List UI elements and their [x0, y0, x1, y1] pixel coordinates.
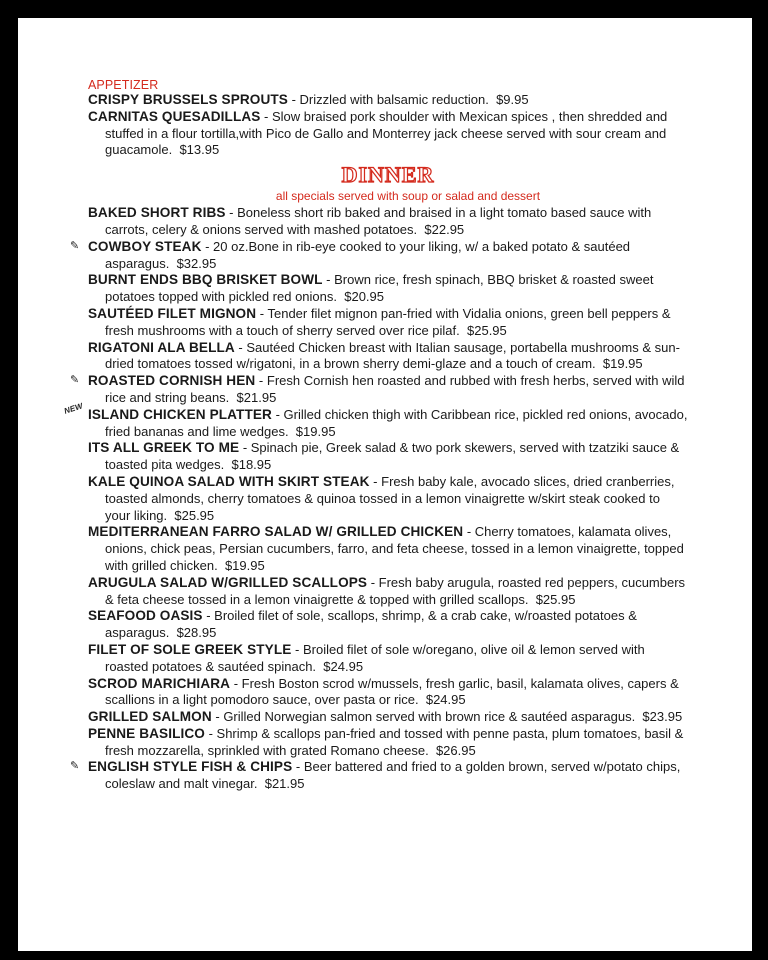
menu-item-description: Fresh Cornish hen roasted and rubbed with fresh herbs, served with wild rice and string beans.	[105, 373, 685, 405]
menu-item-price: $22.95	[424, 221, 465, 237]
menu-item: SAUTÉED FILET MIGNON - Tender filet mignon pan-fried with Vidalia onions, green bell peppers & fresh mushrooms with a touch of sherry served over rice pilaf. $25.95	[88, 305, 671, 338]
menu-item-price: $26.95	[435, 742, 476, 758]
menu-item: GRILLED SALMON - Grilled Norwegian salmon served with brown rice & sautéed asparagus. $23.95	[88, 709, 683, 725]
menu-item-name: COWBOY STEAK	[88, 238, 202, 254]
menu-item-price: $25.95	[535, 591, 576, 607]
menu-item-price: $19.95	[602, 356, 643, 372]
menu-item-description: Drizzled with balsamic reduction.	[299, 92, 489, 107]
menu-item-name: ROASTED CORNISH HEN	[88, 373, 256, 389]
menu-item: ✎ COWBOY STEAK - 20 oz.Bone in rib-eye cooked to your liking, w/ a baked potato & sautéed asparagus. $32.95	[70, 238, 631, 271]
menu-item-description: Beer battered and fried to a golden brown, served w/potato chips, coleslaw and malt vinegar.	[105, 759, 681, 792]
menu-item-price: $19.95	[295, 423, 336, 439]
menu-item-name: BURNT ENDS BBQ BRISKET BOWL	[88, 272, 323, 288]
menu-item-name: ISLAND CHICKEN PLATTER	[88, 406, 272, 422]
menu-item-description: Grilled chicken thigh with Caribbean rice, pickled red onions, avocado, fried bananas and lime wedges.	[105, 406, 688, 439]
menu-item: FILET OF SOLE GREEK STYLE - Broiled filet of sole w/oregano, olive oil & lemon served with roasted potatoes & sautéed spinach. $24.95	[88, 641, 645, 674]
menu-item: ✎ ENGLISH STYLE FISH & CHIPS - Beer battered and fried to a golden brown, served w/potato chips, coleslaw and malt vinegar. $21.95	[70, 759, 681, 792]
menu-item-price: $21.95	[264, 776, 305, 792]
menu-item-price: $13.95	[179, 142, 220, 158]
menu-item-name: BAKED SHORT RIBS	[88, 205, 226, 221]
menu-item-name: SAUTÉED FILET MIGNON	[88, 305, 257, 321]
menu-item: BAKED SHORT RIBS - Boneless short rib baked and braised in a light tomato based sauce with carrots, celery & onions served with mashed potatoes. $22.95	[88, 205, 652, 237]
pencil-icon: ✎	[70, 239, 80, 252]
menu-item-description: Fresh baby kale, avocado slices, dried cranberries, toasted almonds, cherry tomatoes & quinoa tossed in a lemon vinaigrette w/skirt steak cooked to your liking.	[105, 473, 675, 523]
menu-item: NEW ISLAND CHICKEN PLATTER - Grilled chicken thigh with Caribbean rice, pickled red onions, avocado, fried bananas and lime wedges. $19.95	[62, 401, 688, 439]
menu-item-description: Fresh Boston scrod w/mussels, fresh garlic, basil, kalamata olives, capers & scallions in a light pomodoro sauce, over pasta or rice.	[105, 675, 679, 708]
menu-item: PENNE BASILICO - Shrimp & scallops pan-fried and tossed with penne pasta, plum tomatoes, basil & fresh mozzarella, sprinkled with grated Romano cheese. $26.95	[88, 725, 684, 758]
menu-item: CARNITAS QUESADILLAS - Slow braised pork shoulder with Mexican spices , then shredded and stuffed in a flour tortilla,with Pico de Gallo and Monterrey jack cheese served with sour cream and guacamole. $13.95	[88, 108, 668, 158]
menu-item-description: Fresh baby arugula, roasted red peppers, cucumbers & feta cheese tossed in a lemon vinaigrette & topped with grilled scallops.	[105, 574, 686, 607]
menu-item-name: ITS ALL GREEK TO ME	[88, 440, 240, 456]
menu-item: SCROD MARICHIARA - Fresh Boston scrod w/mussels, fresh garlic, basil, kalamata olives, capers & scallions in a light pomodoro sauce, over pasta or rice. $24.95	[88, 675, 679, 708]
menu-item: KALE QUINOA SALAD WITH SKIRT STEAK - Fresh baby kale, avocado slices, dried cranberries, toasted almonds, cherry tomatoes & quinoa tossed in a lemon vinaigrette w/skirt steak cooked to your liking. $25.95	[88, 473, 675, 523]
menu-item-name: GRILLED SALMON	[88, 709, 212, 725]
menu-item-name: ARUGULA SALAD W/GRILLED SCALLOPS	[88, 574, 368, 590]
menu-item-price: $32.95	[176, 255, 217, 271]
menu-item-name: ENGLISH STYLE FISH & CHIPS	[88, 759, 293, 775]
pencil-icon: ✎	[70, 760, 80, 773]
dinner-note: all specials served with soup or salad and dessert	[275, 189, 541, 204]
appetizer-label: APPETIZER	[88, 78, 159, 92]
menu-item-name: MEDITERRANEAN FARRO SALAD W/ GRILLED CHICKEN	[88, 524, 464, 540]
appetizer-list	[88, 92, 688, 159]
menu-item-price: $9.95	[496, 92, 529, 107]
menu-item-description: Boneless short rib baked and braised in a light tomato based sauce with carrots, celery & onions served with mashed potatoes.	[105, 205, 652, 237]
menu-item: ARUGULA SALAD W/GRILLED SCALLOPS - Fresh baby arugula, roasted red peppers, cucumbers & feta cheese tossed in a lemon vinaigrette & topped with grilled scallops. $25.95	[88, 574, 686, 607]
menu-page	[18, 18, 752, 951]
menu-item-description: Shrimp & scallops pan-fried and tossed with penne pasta, plum tomatoes, basil & fresh mozzarella, sprinkled with grated Romano cheese.	[105, 725, 684, 758]
menu-item-price: $18.95	[231, 457, 272, 473]
menu-item-price: $21.95	[236, 389, 277, 405]
menu-item-name: SCROD MARICHIARA	[88, 675, 231, 691]
menu-item-name: KALE QUINOA SALAD WITH SKIRT STEAK	[88, 473, 370, 489]
menu-item: ✎ ROASTED CORNISH HEN - Fresh Cornish hen roasted and rubbed with fresh herbs, served with wild rice and string beans. $21.95	[70, 373, 685, 405]
menu-item-price: $25.95	[174, 507, 215, 523]
menu-item-description: Slow braised pork shoulder with Mexican spices , then shredded and stuffed in a flour tortilla,with Pico de Gallo and Monterrey jack cheese served with sour cream and guacamole.	[105, 108, 668, 158]
menu-item-name: RIGATONI ALA BELLA	[88, 339, 235, 355]
menu-item-description: Cherry tomatoes, kalamata olives, onions, chick peas, Persian cucumbers, farro, and feta cheese, tossed in a lemon vinaigrette, topped with grilled chicken.	[105, 524, 684, 573]
menu-item-price: $24.95	[323, 658, 364, 674]
menu-item-name: FILET OF SOLE GREEK STYLE	[88, 641, 292, 657]
menu-item: BURNT ENDS BBQ BRISKET BOWL - Brown rice, fresh spinach, BBQ brisket & roasted sweet potatoes topped with pickled red onions. $20.95	[88, 272, 654, 305]
menu-item: SEAFOOD OASIS - Broiled filet of sole, scallops, shrimp, & a crab cake, w/roasted potatoes & asparagus. $28.95	[88, 608, 637, 641]
menu-item-description: Grilled Norwegian salmon served with brown rice & sautéed asparagus.	[223, 709, 636, 725]
dinner-heading: DINNER	[341, 162, 435, 188]
menu-item-name: PENNE BASILICO	[88, 725, 205, 741]
menu-item-price: $23.95	[642, 709, 683, 725]
menu-item-name: CARNITAS QUESADILLAS	[88, 108, 261, 124]
menu-item-description: Spinach pie, Greek salad & two pork skewers, served with tzatziki sauce & toasted pita wedges.	[105, 440, 680, 473]
menu-item-price: $28.95	[176, 625, 217, 641]
menu-item-description: 20 oz.Bone in rib-eye cooked to your liking, w/ a baked potato & sautéed asparagus.	[105, 238, 631, 271]
menu-item: CRISPY BRUSSELS SPROUTS - Drizzled with balsamic reduction. $9.95	[88, 92, 529, 107]
menu-item-price: $19.95	[224, 557, 265, 573]
menu-item-description: Broiled filet of sole w/oregano, olive oil & lemon served with roasted potatoes & sautéed spinach.	[105, 641, 645, 674]
menu-item: RIGATONI ALA BELLA - Sautéed Chicken breast with Italian sausage, portabella mushrooms & sun-dried tomatoes tossed w/rigatoni, in a brown sherry demi-glaze and a touch of cream. $19.95	[88, 339, 680, 372]
menu-item: ITS ALL GREEK TO ME - Spinach pie, Greek salad & two pork skewers, served with tzatziki sauce & toasted pita wedges. $18.95	[88, 440, 680, 473]
menu-item-price: $24.95	[425, 692, 466, 708]
menu-item-name: CRISPY BRUSSELS SPROUTS	[88, 92, 288, 107]
new-badge: NEW	[62, 401, 85, 416]
menu-item: MEDITERRANEAN FARRO SALAD W/ GRILLED CHICKEN - Cherry tomatoes, kalamata olives, onions, chick peas, Persian cucumbers, farro, and feta cheese, tossed in a lemon vinaigrette, topped with grilled chicken. $19.95	[88, 524, 684, 573]
menu-item-description: Broiled filet of sole, scallops, shrimp, & a crab cake, w/roasted potatoes & asparagus.	[105, 608, 637, 641]
pencil-icon: ✎	[70, 374, 80, 387]
menu-content	[62, 78, 688, 793]
menu-item-description: Brown rice, fresh spinach, BBQ brisket & roasted sweet potatoes topped with pickled red onions.	[105, 272, 654, 305]
menu-item-description: Tender filet mignon pan-fried with Vidalia onions, green bell peppers & fresh mushrooms with a touch of sherry served over rice pilaf.	[105, 305, 671, 338]
menu-item-name: SEAFOOD OASIS	[88, 608, 203, 624]
dinner-list	[62, 205, 688, 793]
menu-item-price: $20.95	[344, 289, 384, 305]
menu-item-description: Sautéed Chicken breast with Italian sausage, portabella mushrooms & sun-dried tomatoes tossed w/rigatoni, in a brown sherry demi-glaze and a touch of cream.	[105, 339, 680, 372]
menu-item-price: $25.95	[467, 322, 507, 338]
